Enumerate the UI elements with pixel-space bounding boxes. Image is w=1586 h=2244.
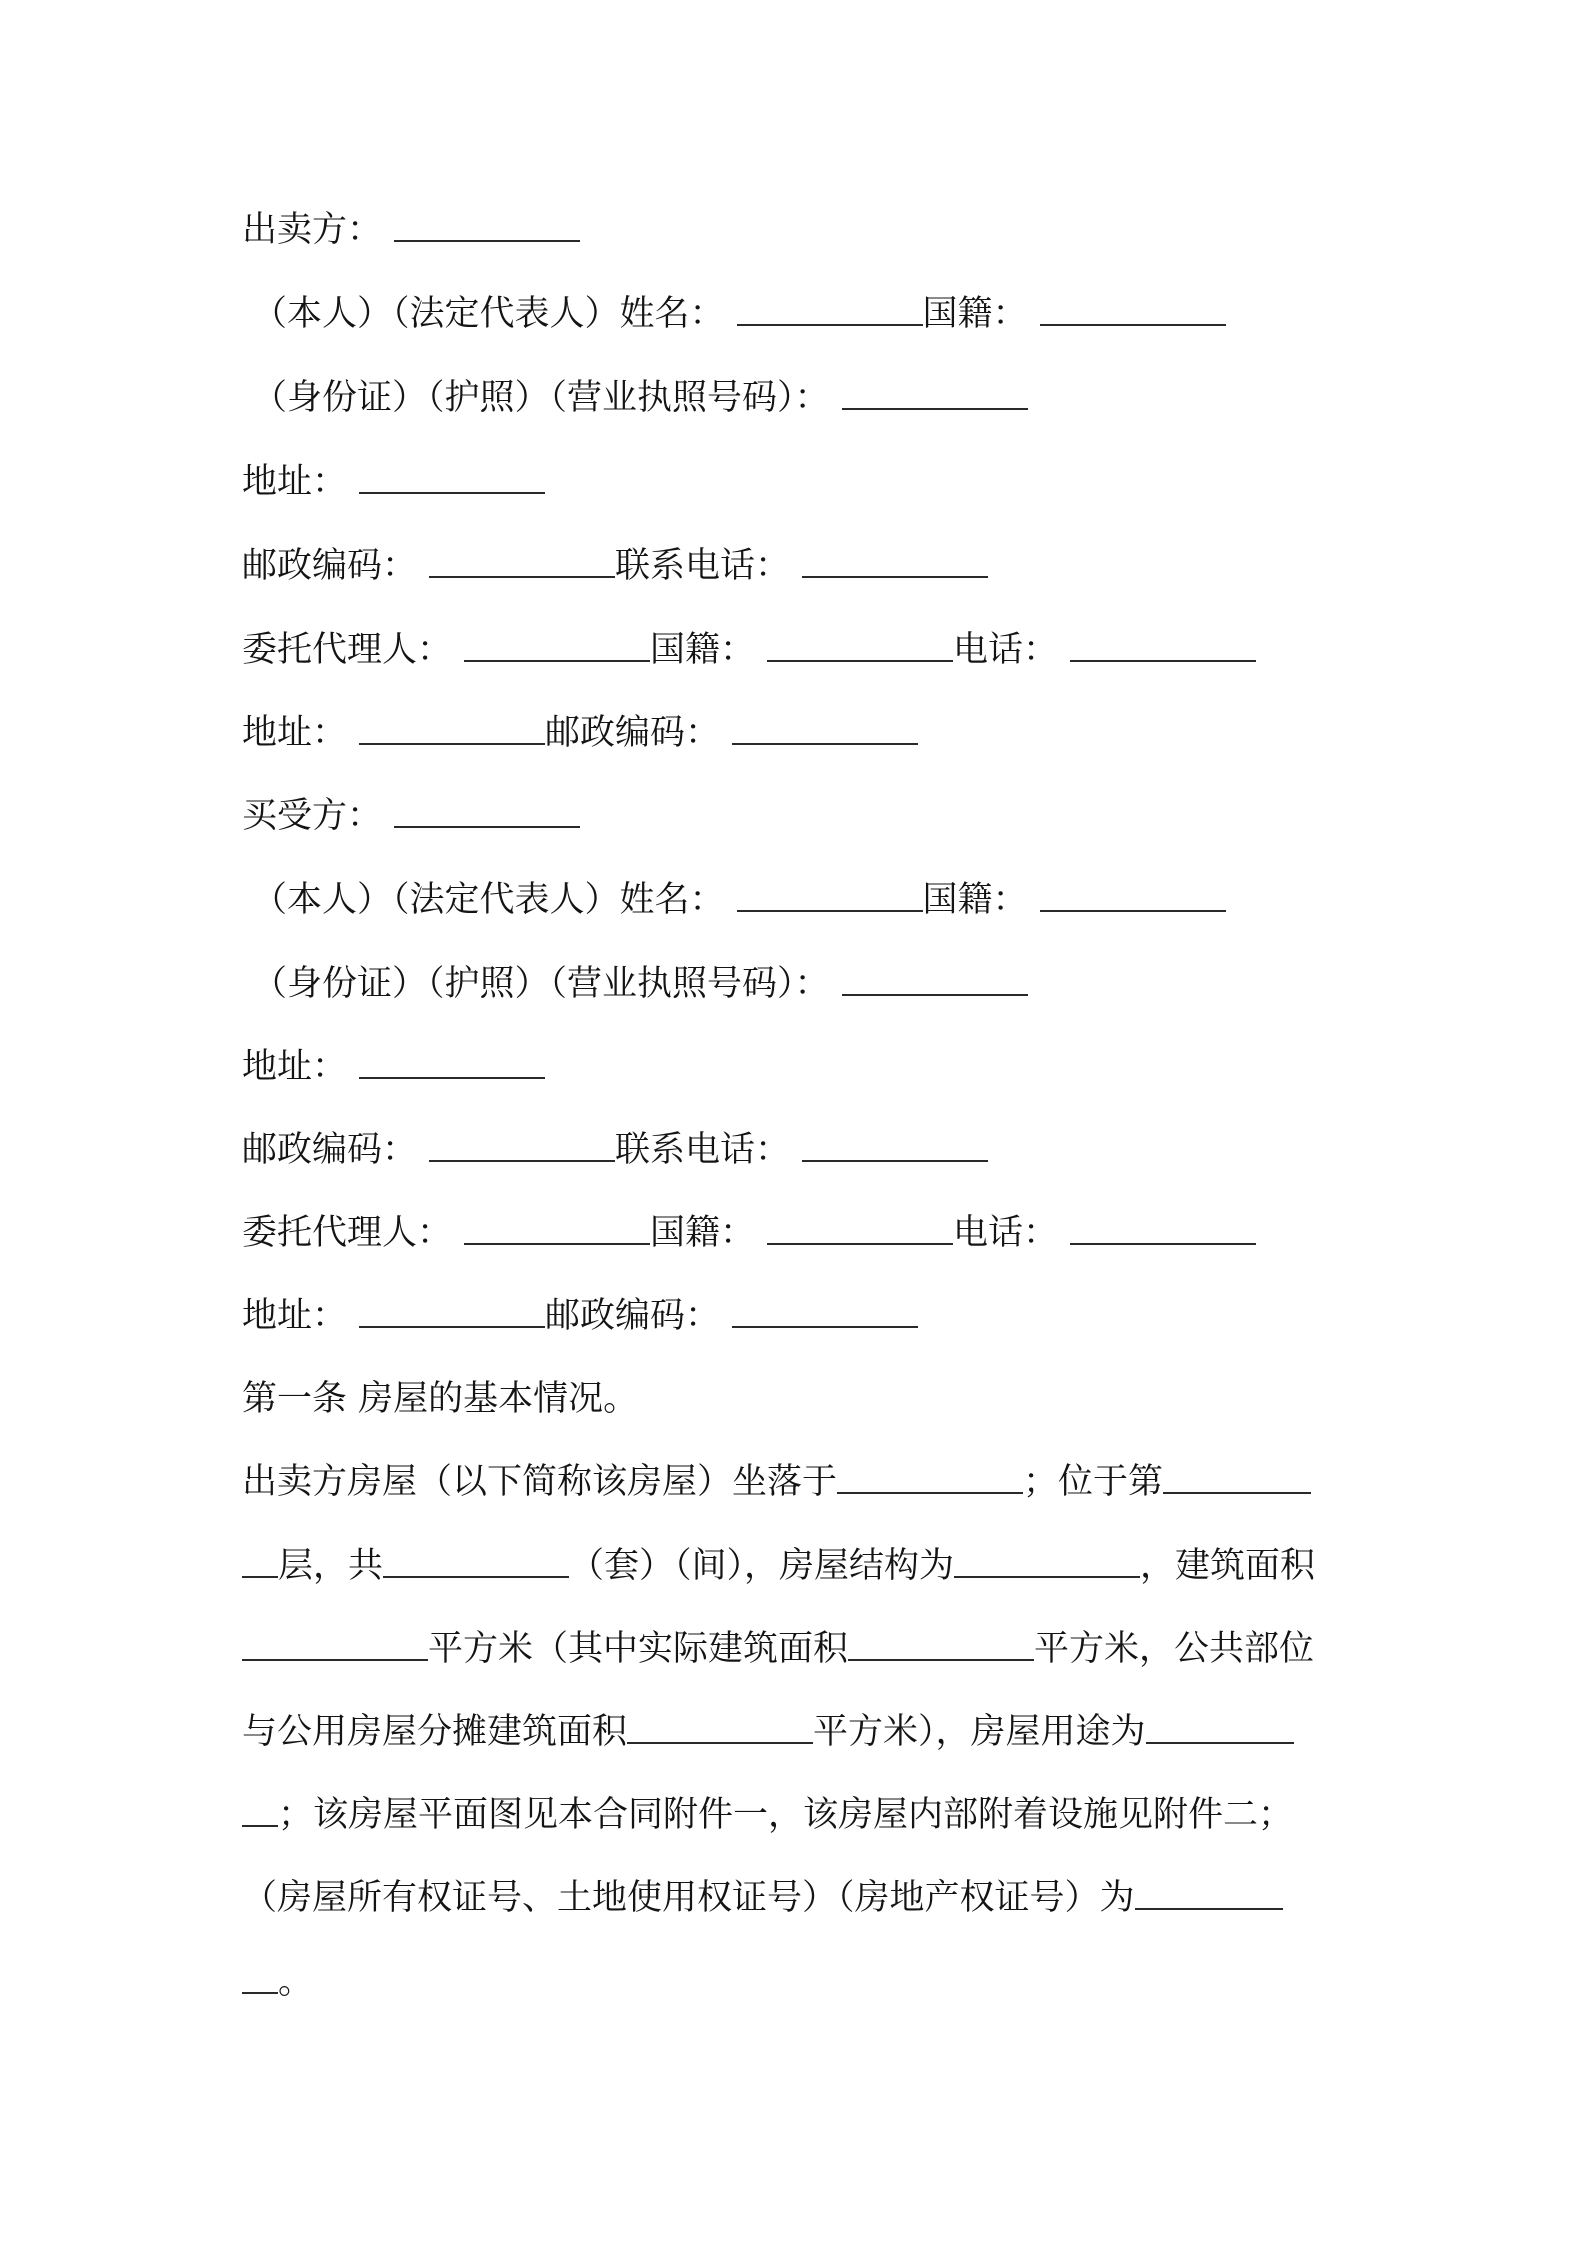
article1-l1b: ；位于第 (1023, 1462, 1164, 1502)
shared-area-blank (627, 1702, 813, 1744)
buyer-agent-phone-blank (1070, 1203, 1256, 1245)
seller-address-blank (359, 452, 545, 494)
seller-agent-address-blank (359, 703, 545, 745)
seller-agent-label: 委托代理人： (242, 630, 453, 670)
seller-line (242, 200, 1362, 260)
buyer-id-label: （身份证）（护照）（营业执照号码）： (252, 964, 830, 1004)
article1-line-4 (242, 1702, 1362, 1762)
seller-agent-postcode-blank (732, 703, 918, 745)
buyer-address-blank (359, 1037, 545, 1079)
buyer-agent-nationality-blank (767, 1203, 953, 1245)
article1-l1a: 出卖方房屋（以下简称该房屋）坐落于 (242, 1462, 838, 1502)
article1-l5: ；该房屋平面图见本合同附件一，该房屋内部附着设施见附件二； (278, 1795, 1294, 1835)
buyer-agent-phone-label: 电话： (953, 1213, 1059, 1253)
seller-agent-address-label: 地址： (242, 713, 348, 753)
buyer-name-blank (394, 786, 580, 828)
article1-heading: 第一条 房屋的基本情况。 (242, 1379, 639, 1419)
seller-name-blank (394, 200, 580, 242)
seller-id-blank (842, 368, 1028, 410)
seller-address-line (242, 452, 1362, 512)
buyer-agent-address-blank (359, 1286, 545, 1328)
buyer-person-label: （本人）（法定代表人）姓名： (252, 880, 725, 920)
article1-line-6 (242, 1868, 1362, 1928)
article1-l3a: 平方米（其中实际建筑面积 (428, 1629, 849, 1669)
seller-agent-nationality-blank (767, 620, 953, 662)
floor-blank-cont (242, 1536, 278, 1578)
seller-postcode-label: 邮政编码： (242, 546, 418, 586)
buyer-nationality-blank (1040, 870, 1226, 912)
seller-postcode-line (242, 536, 1362, 596)
usage-blank-cont (242, 1785, 278, 1827)
structure-blank (954, 1536, 1140, 1578)
buyer-postcode-label: 邮政编码： (242, 1130, 418, 1170)
seller-agent-phone-label: 电话： (953, 630, 1059, 670)
buyer-agent-line (242, 1203, 1362, 1263)
seller-phone-blank (802, 536, 988, 578)
seller-phone-label: 联系电话： (615, 546, 791, 586)
buyer-phone-blank (802, 1120, 988, 1162)
seller-title: 出卖方： (242, 210, 383, 250)
seller-address-label: 地址： (242, 462, 348, 502)
seller-agent-line (242, 620, 1362, 680)
buyer-person-blank (737, 870, 923, 912)
article1-l2c: ，建筑面积 (1140, 1546, 1316, 1586)
article1-line-1 (242, 1452, 1362, 1512)
buyer-nationality-label: 国籍： (922, 880, 1028, 920)
location-blank (837, 1452, 1023, 1494)
seller-id-line (252, 368, 1372, 428)
article1-l4a: 与公用房屋分摊建筑面积 (242, 1712, 628, 1752)
seller-person-line (252, 284, 1372, 344)
seller-agent-phone-blank (1070, 620, 1256, 662)
actual-area-blank (848, 1619, 1034, 1661)
certificate-blank (1135, 1868, 1283, 1910)
buyer-line (242, 786, 1362, 846)
seller-agent-blank (464, 620, 650, 662)
seller-nationality-label: 国籍： (922, 294, 1028, 334)
article1-line-7 (242, 1952, 1362, 2012)
seller-nationality-blank (1040, 284, 1226, 326)
certificate-blank-cont (242, 1952, 278, 1994)
buyer-person-line (252, 870, 1372, 930)
floor-blank (1163, 1452, 1311, 1494)
seller-person-label: （本人）（法定代表人）姓名： (252, 294, 725, 334)
buyer-agent-blank (464, 1203, 650, 1245)
seller-agent-nationality-label: 国籍： (650, 630, 756, 670)
article1-line-3 (242, 1619, 1362, 1679)
seller-agent-address-line (242, 703, 1362, 763)
buyer-agent-address-line (242, 1286, 1362, 1346)
seller-id-label: （身份证）（护照）（营业执照号码）： (252, 378, 830, 418)
seller-person-blank (737, 284, 923, 326)
article1-line-2 (242, 1536, 1362, 1596)
article1-line-5 (242, 1785, 1362, 1845)
buyer-postcode-blank (429, 1120, 615, 1162)
buyer-agent-address-label: 地址： (242, 1296, 348, 1336)
article1-l3b: 平方米，公共部位 (1034, 1629, 1315, 1669)
usage-blank (1146, 1702, 1294, 1744)
seller-agent-postcode-label: 邮政编码： (545, 713, 721, 753)
buyer-agent-label: 委托代理人： (242, 1213, 453, 1253)
buyer-agent-postcode-label: 邮政编码： (545, 1296, 721, 1336)
buyer-id-blank (842, 954, 1028, 996)
seller-postcode-blank (429, 536, 615, 578)
article1-l7: 。 (278, 1962, 314, 2002)
article1-l4b: 平方米），房屋用途为 (813, 1712, 1146, 1752)
article1-l6: （房屋所有权证号、土地使用权证号）（房地产权证号）为 (242, 1878, 1135, 1918)
buyer-id-line (252, 954, 1372, 1014)
buyer-address-line (242, 1037, 1362, 1097)
article1-l2b: （套）（间），房屋结构为 (569, 1546, 955, 1586)
buyer-agent-postcode-blank (732, 1286, 918, 1328)
buyer-address-label: 地址： (242, 1047, 348, 1087)
total-floors-blank (383, 1536, 569, 1578)
buyer-postcode-line (242, 1120, 1362, 1180)
buyer-title: 买受方： (242, 796, 383, 836)
building-area-blank (242, 1619, 428, 1661)
article1-l2a: 层，共 (278, 1546, 384, 1586)
buyer-agent-nationality-label: 国籍： (650, 1213, 756, 1253)
buyer-phone-label: 联系电话： (615, 1130, 791, 1170)
